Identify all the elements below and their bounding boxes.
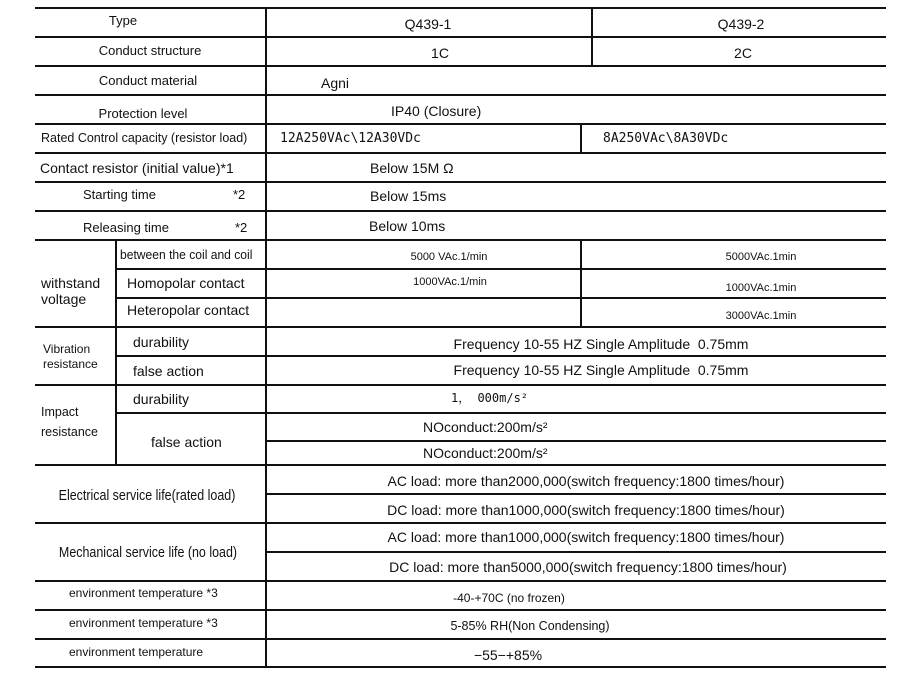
withstand-voltage-label: withstand voltage <box>41 275 101 307</box>
row-divider <box>35 65 886 67</box>
conduct-material-label: Conduct material <box>98 73 198 88</box>
row-divider <box>116 355 886 357</box>
row-divider <box>266 493 886 495</box>
conduct-structure-1c: 1C <box>431 45 449 61</box>
row-divider <box>35 7 886 9</box>
type-q439-1: Q439-1 <box>404 16 452 32</box>
electrical-service-life-label: Electrical service life(rated load) <box>58 488 236 504</box>
releasing-time-note: *2 <box>235 220 248 235</box>
type-q439-2: Q439-2 <box>717 16 765 32</box>
homopolar-q439-2: 1000VAc.1min <box>725 282 797 294</box>
conduct-structure-2c: 2C <box>734 45 752 61</box>
starting-time-note: *2 <box>233 187 246 202</box>
column-divider <box>591 7 593 66</box>
electrical-service-life-dc: DC load: more than1000,000(switch frequency:1800 times/hour) <box>387 502 785 518</box>
coil-to-coil-q439-1: 5000 VAc.1/min <box>410 251 488 263</box>
row-divider <box>35 123 886 125</box>
mechanical-service-life-ac: AC load: more than1000,000(switch frequency:1800 times/hour) <box>387 529 785 545</box>
impact-false-action-label: false action <box>151 434 222 450</box>
homopolar-contact-label: Homopolar contact <box>127 275 245 291</box>
vibration-false-action-label: false action <box>133 363 204 379</box>
heteropolar-contact-label: Heteropolar contact <box>127 302 250 318</box>
env-temperature-3-label: environment temperature <box>69 645 204 659</box>
contact-resistor-value: Below 15M Ω <box>370 160 454 176</box>
protection-level-label: Protection level <box>98 106 188 121</box>
rated-capacity-q439-1: 12A250VAc\12A30VDc <box>280 131 421 146</box>
mechanical-service-life-label: Mechanical service life (no load) <box>58 545 238 561</box>
vibration-durability-label: durability <box>133 334 190 350</box>
row-divider <box>35 384 886 386</box>
row-divider <box>35 464 886 466</box>
row-divider <box>35 666 886 668</box>
row-divider <box>35 522 886 524</box>
impact-durability-value: 1， 000m/s² <box>451 391 529 405</box>
row-divider <box>35 152 886 154</box>
env-temperature-2-value: 5-85% RH(Non Condensing) <box>450 619 610 633</box>
column-divider <box>265 7 267 668</box>
conduct-material-value: Agni <box>321 75 350 91</box>
row-divider <box>266 440 886 442</box>
mechanical-service-life-dc: DC load: more than5000,000(switch frequency:1800 times/hour) <box>389 559 787 575</box>
contact-resistor-label: Contact resistor (initial value)*1 <box>40 160 234 176</box>
homopolar-q439-1: 1000VAc.1/min <box>413 276 487 288</box>
coil-to-coil-label: between the coil and coil <box>120 247 253 262</box>
vibration-resistance-label: Vibration resistance <box>43 342 98 371</box>
row-divider <box>116 412 886 414</box>
column-divider <box>115 239 117 466</box>
row-divider <box>35 181 886 183</box>
column-divider <box>580 123 582 153</box>
type-label: Type <box>108 13 138 28</box>
protection-level-value: IP40 (Closure) <box>391 103 482 119</box>
row-divider <box>35 609 886 611</box>
row-divider <box>35 36 886 38</box>
rated-capacity-q439-2: 8A250VAc\8A30VDc <box>603 131 729 146</box>
vibration-false-action-value: Frequency 10-55 HZ Single Amplitude 0.75mm <box>453 362 749 378</box>
impact-resistance-label: Impact resistance <box>41 405 98 439</box>
column-divider <box>580 239 582 328</box>
releasing-time-label: Releasing time <box>83 220 169 235</box>
row-divider <box>116 297 886 299</box>
starting-time-value: Below 15ms <box>370 188 447 204</box>
env-temperature-1-value: -40-+70C (no frozen) <box>453 591 565 605</box>
vibration-durability-value: Frequency 10-55 HZ Single Amplitude 0.75mm <box>453 336 749 352</box>
env-temperature-1-label: environment temperature *3 <box>69 586 218 600</box>
impact-false-action-value-1: NOconduct:200m/s² <box>423 419 548 435</box>
impact-durability-label: durability <box>133 391 190 407</box>
heteropolar-q439-2: 3000VAc.1min <box>725 310 797 322</box>
row-divider <box>35 94 886 96</box>
env-temperature-2-label: environment temperature *3 <box>69 616 218 630</box>
rated-control-capacity-label: Rated Control capacity (resistor load) <box>41 131 248 145</box>
electrical-service-life-ac: AC load: more than2000,000(switch frequency:1800 times/hour) <box>387 473 785 489</box>
impact-false-action-value-2: NOconduct:200m/s² <box>423 445 548 461</box>
row-divider <box>35 239 886 241</box>
row-divider <box>35 638 886 640</box>
conduct-structure-label: Conduct structure <box>98 43 202 58</box>
row-divider <box>35 210 886 212</box>
starting-time-label: Starting time <box>83 187 156 202</box>
env-temperature-3-value: −55−+85% <box>473 647 543 663</box>
row-divider <box>116 268 886 270</box>
row-divider <box>35 580 886 582</box>
releasing-time-value: Below 10ms <box>369 218 446 234</box>
row-divider <box>35 326 886 328</box>
row-divider <box>266 551 886 553</box>
coil-to-coil-q439-2: 5000VAc.1min <box>725 251 797 263</box>
